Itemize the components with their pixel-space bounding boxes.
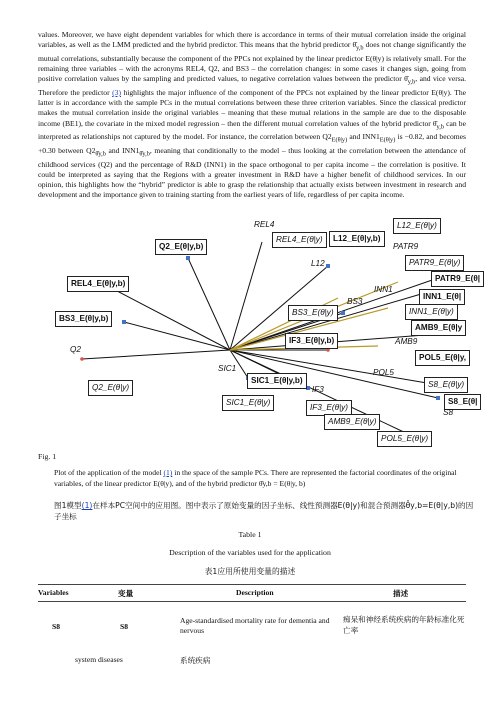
label-rel4: REL4 [254,220,275,229]
row1-desc-zh: 痴呆和神经系统疾病的年龄标准化死亡率 [343,615,465,635]
label-patr9-hyb: PATR9_E(θ| [431,271,484,287]
label-sic1-e: SIC1_E(θ|y) [222,395,274,411]
table-rule-mid [38,601,466,602]
point-bs3 [341,311,345,315]
label-s8-e: S8_E(θ|y) [424,377,468,393]
table-title: Table 1 [238,530,262,539]
vector-rel4 [230,242,262,350]
table-caption-zh: 表1应用所使用变量的描述 [204,567,296,576]
vector-q2 [82,350,230,359]
label-amb9-e: AMB9_E(θ|y) [324,414,380,430]
label-s8-hyb: S8_E(θ| [444,394,481,410]
label-pol5: POL5 [373,368,394,377]
label-inn1-hyb: INN1_E(θ| [419,289,465,305]
vector-bs3-hyb [124,322,230,350]
label-q2: Q2 [70,345,81,354]
label-amb9: AMB9 [395,337,418,346]
header-variables-zh: 变量 [118,589,134,598]
label-pol5-hyb: POL5_E(θ|y, [415,350,470,366]
point-bs3-hyb [122,320,126,324]
label-patr9-e: PATR9_E(θ|y) [405,255,464,271]
header-variables: Variables [38,588,69,597]
label-l12-e: L12_E(θ|y) [393,218,441,234]
label-if3-hyb: IF3_E(θ|y,b) [285,333,338,349]
label-sic1: SIC1 [218,364,237,373]
row1-desc: Age-standardised mortality rate for dementia and nervous [180,616,330,635]
header-description: Description [236,588,274,597]
label-s8: S8 [443,408,454,417]
vector-q2-hyb [188,258,230,350]
row2-desc-zh: 系统疾病 [180,656,211,665]
label-pol5-e: POL5_E(θ|y) [377,431,432,447]
label-patr9: PATR9 [393,242,419,251]
label-l12: L12 [311,259,325,268]
row1-var: S8 [52,622,61,631]
equation-link[interactable]: (3) [112,88,121,98]
model-link-zh[interactable]: (1) [81,501,93,510]
figure-caption-zh: 图1模型(1)在样本PC空间中的应用图。图中表示了原始变量的因子坐标、线性预测器E(θ|y)和混合预测器θ̂y,b=E(θ|y,b)的因子坐标 [54,501,474,521]
table-rule-top [38,584,466,585]
figure-number: Fig. 1 [38,452,57,461]
label-bs3: BS3 [347,297,363,306]
row2-desc: system diseases [75,655,123,664]
label-rel4-e: REL4_E(θ|y) [272,232,327,248]
header-description-zh: 描述 [393,589,409,598]
label-rel4-hyb: REL4_E(θ|y,b) [67,276,129,292]
label-l12-hyb: L12_E(θ|y,b) [329,231,385,247]
model-link[interactable]: (1) [163,468,173,477]
body-paragraph: values. Moreover, we have eight dependent variables for which there is accordance in terms of their mutual correlation inside the original variables, as well as the LMM predicted and the hybrid predictor. This means that the hybrid predictor $\thetâ_{y,b}$ does not change significantly the mutual correlations, substantially because the component of the PPCs not explained by the linear predictor E(θ|y) is relatively small. For the remaining three variables – with the acronyms REL4, Q2, and BS3 – the correlation changes: in some cases it changes sign, going from positive correlation values by the sampling and predicted values, to negative correlation values between the predictor $\thetâ_{y,b}$, and vice versa. Therefore the predictor (3) highlights the major influence of the component of the PPCs not explained by the linear predictor E(θ|y). The latter is in accordance with the sample PCs in the mutual correlations between these three criterion variables. Since the classical predictor makes the mutual correlation inside the original variables – meaning that these mutual relations in the sample are due to the disposable income (BE1), the covariate in the mixed model regression – then the different mutual correlation values of the hybrid predictor $\thetâ_{y,b}$ can be interpreted as relationships not captured by the model. For instance, the correlation between $Q2_{E(\theta|y)}$ and $INN1_{E(\theta|y)}$ is −0.82, and becomes +0.30 between $Q2_{\thetây,b}$ and $INN1_{\thetây,b}$, meaning that conditionally to the model – thus looking at the correlation between the attendance of childhood services (Q2) and the percentage of R&D (INN1) in the space orthogonal to per capita income – the correlation is positive. It could be interpreted as saying that the Regions with a greater investment in R&D have a higher benefit of childhood services. In our opinion, this highlights how the “hybrid” predictor is able to grasp the relationship that actually exists between investment in research and development and the importance given to training starting from the earliest years of life, regardless of per capita income. [38,30,467,200]
label-inn1-e: INN1_E(θ|y) [405,304,458,320]
label-bs3-e: BS3_E(θ|y) [288,305,338,321]
row1-var-zh: S8 [120,622,129,631]
label-if3-e: IF3_E(θ|y) [306,400,352,416]
figure-1 [38,220,500,454]
label-amb9-hyb: AMB9_E(θ|y [411,320,466,336]
label-sic1-hyb: SIC1_E(θ|y,b) [247,373,307,389]
point-q2-e [80,357,84,361]
label-q2-hyb: Q2_E(θ|y,b) [155,239,207,255]
label-bs3-hyb: BS3_E(θ|y,b) [55,311,112,327]
point-s8 [436,396,440,400]
table-caption-en: Description of the variables used for the application [169,548,331,557]
label-if3: IF3 [312,385,324,394]
label-q2-e: Q2_E(θ|y) [88,380,133,396]
point-q2-hyb [186,256,190,260]
label-inn1: INN1 [374,285,393,294]
figure-caption-en: Plot of the application of the model (1) in the space of the sample PCs. There are represented the factorial coordinates of the original variables, of the linear predictor E(θ|y), and of the hybrid predictor θ̂y,b = E(θ|y, b) [54,468,457,488]
